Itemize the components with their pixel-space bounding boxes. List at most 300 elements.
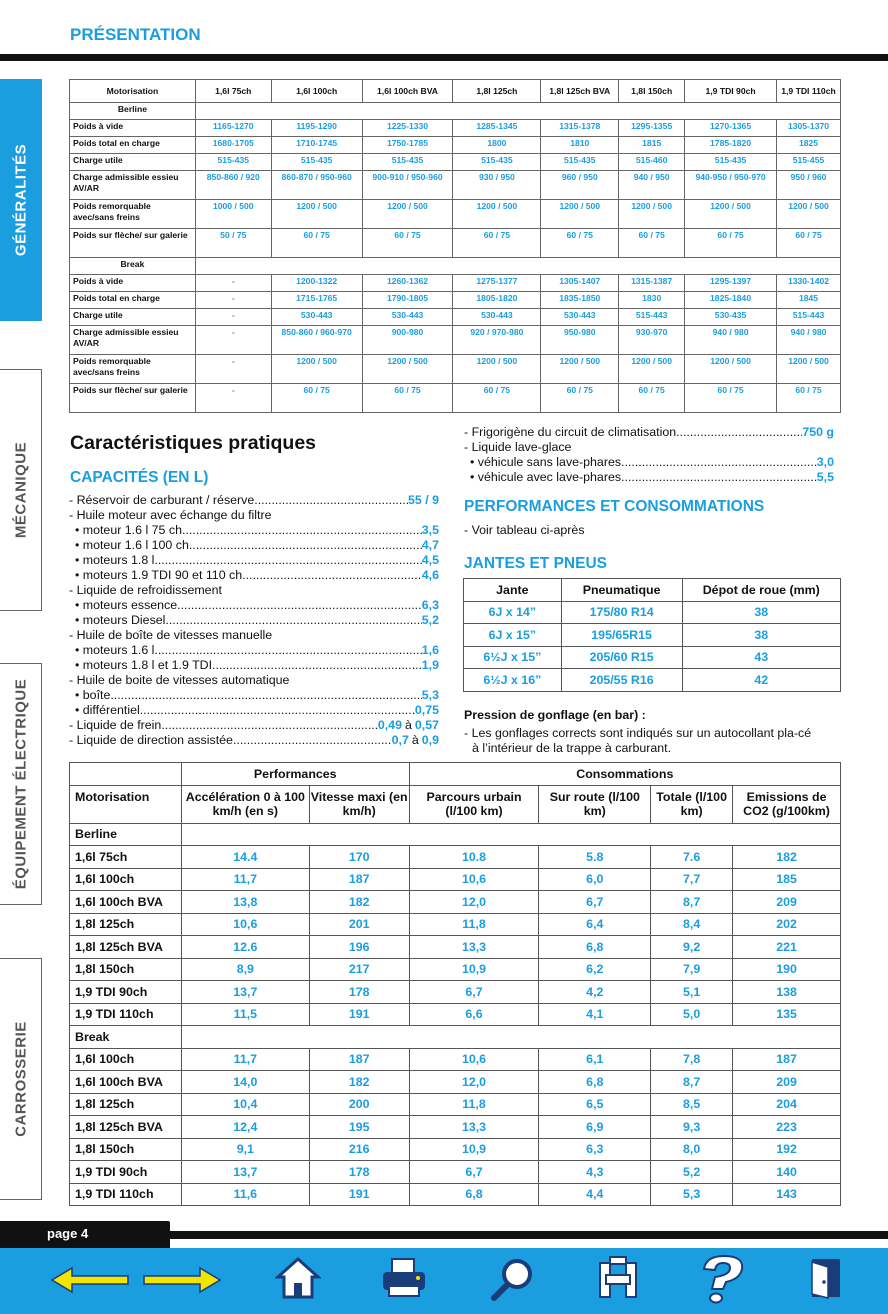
cell-value: 223: [733, 1116, 841, 1139]
cell-value: 209: [733, 1071, 841, 1094]
cell-value: 4,3: [539, 1161, 651, 1184]
cell-value: 1200-1322: [271, 275, 362, 292]
cell-value: 12,0: [409, 1071, 539, 1094]
table-row: [70, 1183, 841, 1206]
list-item: [69, 733, 439, 748]
item-value: 3,5: [421, 523, 439, 537]
cell-value: 4,1: [539, 1003, 651, 1026]
cell-value: 1200 / 500: [619, 200, 685, 229]
cell-value: 1315-1378: [541, 120, 619, 137]
cell-value: 1200 / 500: [271, 200, 362, 229]
group-filler: [195, 103, 840, 120]
capacities-list: [69, 493, 439, 748]
row-label: 1,6l 100ch: [70, 868, 182, 891]
cell-value: 7.6: [651, 846, 733, 869]
column-header: 1,8l 125ch BVA: [541, 80, 619, 103]
row-label: 1,6l 100ch BVA: [70, 1071, 182, 1094]
cell-value: 10,6: [181, 913, 309, 936]
row-label: Charge admissible essieu AV/AR: [70, 171, 196, 200]
item-value: 750 g: [802, 425, 834, 439]
cell-value: 515-443: [777, 309, 841, 326]
cell-value: -: [195, 275, 271, 292]
column-header: Totale (l/100 km): [651, 785, 733, 823]
table-row: [70, 936, 841, 959]
table-row: [70, 1003, 841, 1026]
cell-value: 1200 / 500: [777, 355, 841, 384]
cell-value: 1805-1820: [453, 292, 541, 309]
cell-value: 11,8: [409, 913, 539, 936]
cell-value: 530-443: [541, 309, 619, 326]
cell-value: 195: [309, 1116, 409, 1139]
cell-value: 10.8: [409, 846, 539, 869]
item-label: - Frigorigène du circuit de climatisation: [464, 425, 677, 439]
table-row: [464, 646, 841, 669]
page-tab: [0, 1221, 170, 1248]
cell-value: 6,7: [539, 891, 651, 914]
cell-value: 202: [733, 913, 841, 936]
row-label: 1,8l 125ch BVA: [70, 936, 182, 959]
cell-value: -: [195, 292, 271, 309]
row-label: Poids remorquable avec/sans freins: [70, 355, 196, 384]
dot-leader: [242, 568, 422, 583]
dot-leader: [212, 658, 422, 673]
row-label: 1,8l 150ch: [70, 1138, 182, 1161]
row-label: 1,6l 100ch BVA: [70, 891, 182, 914]
table-row: [70, 1048, 841, 1071]
item-label: - Réservoir de carburant / réserve: [69, 493, 255, 507]
row-label: 1,9 TDI 90ch: [70, 981, 182, 1004]
cell-value: 60 / 75: [777, 229, 841, 258]
item-label: • boîte: [75, 688, 111, 702]
list-item: [69, 703, 439, 718]
cell-value: 6,7: [409, 981, 539, 1004]
cell-value: 6,6: [409, 1003, 539, 1026]
item-label: • moteur 1.6 l 100 ch: [75, 538, 189, 552]
section-title: PRÉSENTATION: [70, 25, 201, 44]
column-header: Vitesse maxi (en km/h): [309, 785, 409, 823]
group-filler: [195, 258, 840, 275]
cell-value: 920 / 970-980: [453, 326, 541, 355]
cell-value: 5,2: [651, 1161, 733, 1184]
item-label: • moteurs 1.8 l et 1.9 TDI: [75, 658, 213, 672]
item-value: 1,9: [421, 658, 439, 672]
cell-value: 515-460: [619, 154, 685, 171]
help-icon[interactable]: [690, 1253, 752, 1305]
cell-value: 1200 / 500: [777, 200, 841, 229]
list-item: [69, 628, 439, 643]
list-item: [69, 493, 439, 508]
cell-value: 1785-1820: [685, 137, 777, 154]
cell-value: 1285-1345: [453, 120, 541, 137]
cell-value: 1750-1785: [362, 137, 453, 154]
cell-value: 178: [309, 1161, 409, 1184]
item-value: 0,9: [421, 733, 439, 747]
group-label: Break: [70, 1026, 182, 1049]
cell-value: 196: [309, 936, 409, 959]
cell-value: 182: [733, 846, 841, 869]
cell-value: 221: [733, 936, 841, 959]
table-row: [70, 1116, 841, 1139]
item-label: - Liquide de frein: [69, 718, 162, 732]
cell-value: 182: [309, 891, 409, 914]
list-item: [69, 613, 439, 628]
item-value: 4,6: [421, 568, 439, 582]
cell-value: 1200 / 500: [685, 200, 777, 229]
table-row: [70, 355, 841, 384]
column-header: Accélération 0 à 100 km/h (en s): [181, 785, 309, 823]
row-label: Charge utile: [70, 154, 196, 171]
table-row: [70, 891, 841, 914]
table-row: [464, 601, 841, 624]
cell-value: 60 / 75: [685, 229, 777, 258]
column-header: Dépot de roue (mm): [682, 579, 840, 602]
cell-value: 4,4: [539, 1183, 651, 1206]
cell-value: 13,3: [409, 1116, 539, 1139]
cell-value: 6,5: [539, 1093, 651, 1116]
home-icon[interactable]: [275, 1255, 321, 1301]
row-label: Poids total en charge: [70, 292, 196, 309]
cell-value: 204: [733, 1093, 841, 1116]
table-row: [70, 171, 841, 200]
cell-value: 60 / 75: [619, 229, 685, 258]
cell-value: 175/80 R14: [561, 601, 682, 624]
cell-value: 1275-1377: [453, 275, 541, 292]
cell-value: 8,5: [651, 1093, 733, 1116]
sidebar-tab-mecanique[interactable]: [0, 369, 42, 611]
cell-value: 12,0: [409, 891, 539, 914]
cell-value: 192: [733, 1138, 841, 1161]
group-row: [70, 1026, 841, 1049]
cell-value: 850-860 / 960-970: [271, 326, 362, 355]
cell-value: 515-443: [619, 309, 685, 326]
cell-value: 1200 / 500: [362, 200, 453, 229]
cell-value: 515-435: [685, 154, 777, 171]
cell-value: 515-435: [195, 154, 271, 171]
cell-value: 185: [733, 868, 841, 891]
sidebar-tab-carrosserie[interactable]: [0, 958, 42, 1200]
cell-value: 6J x 14”: [464, 601, 562, 624]
row-label: 1,9 TDI 90ch: [70, 1161, 182, 1184]
cell-value: -: [195, 384, 271, 413]
cell-value: 1195-1290: [271, 120, 362, 137]
cell-value: 217: [309, 958, 409, 981]
cell-value: 900-910 / 950-960: [362, 171, 453, 200]
column-header: Motorisation: [70, 785, 182, 823]
wheels-title: JANTES ET PNEUS: [464, 555, 607, 572]
table-row: [70, 292, 841, 309]
sidebar-tab-generalites[interactable]: [0, 79, 42, 321]
table-row: [70, 913, 841, 936]
cell-value: 1845: [777, 292, 841, 309]
cell-value: 950 / 960: [777, 171, 841, 200]
table-row: [70, 137, 841, 154]
group-filler: [181, 823, 840, 846]
item-value: 4,5: [421, 553, 439, 567]
group-row: [70, 258, 841, 275]
cell-value: 13,8: [181, 891, 309, 914]
cell-value: 13,3: [409, 936, 539, 959]
cell-value: 14.4: [181, 846, 309, 869]
item-value: 4,7: [421, 538, 439, 552]
cell-value: 178: [309, 981, 409, 1004]
cell-value: 1710-1745: [271, 137, 362, 154]
cell-value: 1835-1850: [541, 292, 619, 309]
dot-leader: [621, 470, 817, 485]
performance-title: PERFORMANCES ET CONSOMMATIONS: [464, 498, 765, 515]
cell-value: 6,2: [539, 958, 651, 981]
item-value: 0,75: [414, 703, 439, 717]
cell-value: 13,7: [181, 1161, 309, 1184]
cell-value: 60 / 75: [362, 384, 453, 413]
sidebar-tab-label: GÉNÉRALITÉS: [12, 143, 29, 257]
dot-leader: [165, 613, 421, 628]
cell-value: 12,4: [181, 1116, 309, 1139]
row-label: Poids sur flèche/ sur galerie: [70, 384, 196, 413]
list-item: [69, 598, 439, 613]
table-row: [70, 275, 841, 292]
dot-leader: [621, 455, 817, 470]
cell-value: 1815: [619, 137, 685, 154]
cell-value: 950-980: [541, 326, 619, 355]
list-item: [69, 718, 439, 733]
cell-value: 1790-1805: [362, 292, 453, 309]
table-row: [70, 229, 841, 258]
cell-value: 1680-1705: [195, 137, 271, 154]
item-value: 55 / 9: [407, 493, 439, 507]
cell-value: 10,9: [409, 1138, 539, 1161]
list-item: [69, 568, 439, 583]
table-row: [70, 1161, 841, 1184]
cell-value: 10,6: [409, 1048, 539, 1071]
cell-value: 1825-1840: [685, 292, 777, 309]
cell-value: 1295-1397: [685, 275, 777, 292]
arrow-right-icon[interactable]: [142, 1265, 222, 1295]
dot-leader: [140, 703, 415, 718]
table-row: [70, 326, 841, 355]
cell-value: 5,1: [651, 981, 733, 1004]
sidebar-tab-label: MÉCANIQUE: [12, 441, 29, 539]
cell-value: 38: [682, 624, 840, 647]
list-item: [69, 658, 439, 673]
pressure-title: Pression de gonflage (en bar) :: [464, 708, 646, 722]
cell-value: 191: [309, 1003, 409, 1026]
cell-value: -: [195, 309, 271, 326]
cell-value: 6,7: [409, 1161, 539, 1184]
item-value: 1,6: [421, 643, 439, 657]
table-row: [70, 981, 841, 1004]
cell-value: 8,4: [651, 913, 733, 936]
cell-value: 60 / 75: [777, 384, 841, 413]
item-label: • moteurs 1.6 l: [75, 643, 155, 657]
cell-value: 187: [309, 868, 409, 891]
cell-value: 11,6: [181, 1183, 309, 1206]
table-row: [70, 1138, 841, 1161]
cell-value: 530-443: [453, 309, 541, 326]
cell-value: 515-435: [271, 154, 362, 171]
list-item: [69, 643, 439, 658]
cell-value: 191: [309, 1183, 409, 1206]
cell-value: 182: [309, 1071, 409, 1094]
cell-value: 1715-1765: [271, 292, 362, 309]
dot-leader: [182, 523, 422, 538]
cell-value: 60 / 75: [541, 229, 619, 258]
cell-value: 60 / 75: [362, 229, 453, 258]
dot-leader: [177, 598, 422, 613]
row-label: 1,9 TDI 110ch: [70, 1003, 182, 1026]
row-label: Poids remorquable avec/sans freins: [70, 200, 196, 229]
cell-value: 5.8: [539, 846, 651, 869]
cell-value: 900-980: [362, 326, 453, 355]
print-icon[interactable]: [380, 1256, 428, 1300]
cell-value: 8,7: [651, 891, 733, 914]
cell-value: 960 / 950: [541, 171, 619, 200]
dot-leader: [189, 538, 422, 553]
performance-note: - Voir tableau ci-après: [464, 523, 585, 537]
item-label: - Liquide de refroidissement: [69, 583, 222, 597]
column-header: 1,6l 100ch: [271, 80, 362, 103]
exit-icon[interactable]: [806, 1256, 846, 1300]
cell-value: 11,5: [181, 1003, 309, 1026]
cell-value: 940 / 980: [777, 326, 841, 355]
row-label: 1,9 TDI 110ch: [70, 1183, 182, 1206]
cell-value: 1200 / 500: [453, 200, 541, 229]
cell-value: 60 / 75: [619, 384, 685, 413]
cell-value: 6,4: [539, 913, 651, 936]
pressure-text-1: - Les gonflages corrects sont indiqués sur un autocollant pla-cé: [464, 726, 812, 740]
item-value: 5,2: [421, 613, 439, 627]
table-row: [70, 309, 841, 326]
cell-value: 1200 / 500: [362, 355, 453, 384]
capacities-title: CAPACITÉS (EN L): [70, 469, 209, 486]
cell-value: 6,1: [539, 1048, 651, 1071]
column-header: Jante: [464, 579, 562, 602]
item-label: • différentiel: [75, 703, 140, 717]
item-value: 0,7: [391, 733, 409, 747]
column-header: 1,8l 125ch: [453, 80, 541, 103]
item-label: • véhicule sans lave-phares: [470, 455, 622, 469]
cell-value: 60 / 75: [541, 384, 619, 413]
cell-value: 6½J x 16”: [464, 669, 562, 692]
column-header: 1,9 TDI 110ch: [777, 80, 841, 103]
cell-value: 6,8: [539, 1071, 651, 1094]
cell-value: 6,3: [539, 1138, 651, 1161]
list-item: [69, 673, 439, 688]
cell-value: 60 / 75: [453, 229, 541, 258]
group-label: Break: [70, 258, 196, 275]
item-connector: à: [411, 733, 419, 747]
column-header: Emissions de CO2 (g/100km): [733, 785, 841, 823]
item-value: 3,0: [816, 455, 834, 469]
item-label: • moteurs 1.8 l: [75, 553, 155, 567]
fluids-list: [464, 425, 834, 485]
cell-value: 38: [682, 601, 840, 624]
list-item: [69, 688, 439, 703]
row-label: 1,6l 100ch: [70, 1048, 182, 1071]
item-value: 0,49: [377, 718, 402, 732]
dot-leader: [154, 643, 421, 658]
cell-value: 5,3: [651, 1183, 733, 1206]
list-item: [464, 440, 834, 455]
cell-value: 50 / 75: [195, 229, 271, 258]
cell-value: 930-970: [619, 326, 685, 355]
item-label: - Huile moteur avec échange du filtre: [69, 508, 272, 522]
cell-value: -: [195, 355, 271, 384]
column-header: 1,8l 150ch: [619, 80, 685, 103]
list-item: [464, 425, 834, 440]
cell-value: 135: [733, 1003, 841, 1026]
cell-value: 1330-1402: [777, 275, 841, 292]
table-row: [70, 1071, 841, 1094]
cell-value: 530-435: [685, 309, 777, 326]
cell-value: 14,0: [181, 1071, 309, 1094]
cell-value: 1225-1330: [362, 120, 453, 137]
cell-value: 43: [682, 646, 840, 669]
row-label: 1,8l 125ch BVA: [70, 1116, 182, 1139]
item-label: - Huile de boîte de vitesses manuelle: [69, 628, 273, 642]
cell-value: 4,2: [539, 981, 651, 1004]
list-item: [69, 523, 439, 538]
table-row: [70, 846, 841, 869]
sidebar-tab-equipement-electrique[interactable]: [0, 663, 42, 905]
list-item: [69, 538, 439, 553]
cell-value: 201: [309, 913, 409, 936]
cell-value: 8,7: [651, 1071, 733, 1094]
row-label: Charge utile: [70, 309, 196, 326]
cell-value: 1305-1370: [777, 120, 841, 137]
practical-title: Caractéristiques pratiques: [70, 432, 317, 454]
performance-table: [69, 762, 841, 1206]
column-header: 1,9 TDI 90ch: [685, 80, 777, 103]
cell-value: 9,1: [181, 1138, 309, 1161]
cell-value: 515-435: [453, 154, 541, 171]
cell-value: 860-870 / 950-960: [271, 171, 362, 200]
cell-value: 1260-1362: [362, 275, 453, 292]
cell-value: 10,4: [181, 1093, 309, 1116]
sidebar-tab-label: ÉQUIPEMENT ÉLECTRIQUE: [12, 678, 29, 890]
item-value: 6,3: [421, 598, 439, 612]
weights-table: [69, 79, 841, 413]
cell-value: 9,2: [651, 936, 733, 959]
cell-value: 11,7: [181, 1048, 309, 1071]
cell-value: 7,9: [651, 958, 733, 981]
cell-value: 1830: [619, 292, 685, 309]
cell-value: 5,0: [651, 1003, 733, 1026]
row-label: Poids total en charge: [70, 137, 196, 154]
arrow-left-icon[interactable]: [50, 1265, 130, 1295]
cell-value: 1165-1270: [195, 120, 271, 137]
cell-value: 187: [309, 1048, 409, 1071]
cell-value: 187: [733, 1048, 841, 1071]
dot-leader: [110, 688, 421, 703]
cell-value: 6½J x 15”: [464, 646, 562, 669]
index-icon[interactable]: [596, 1255, 640, 1301]
group-filler: [181, 1026, 840, 1049]
row-label: Charge admissible essieu AV/AR: [70, 326, 196, 355]
search-icon[interactable]: [490, 1256, 536, 1302]
group-label: Berline: [70, 823, 182, 846]
cell-value: 515-455: [777, 154, 841, 171]
cell-value: 60 / 75: [685, 384, 777, 413]
row-label: 1,6l 75ch: [70, 846, 182, 869]
cell-value: 1825: [777, 137, 841, 154]
cell-value: 1270-1365: [685, 120, 777, 137]
table-row: [70, 120, 841, 137]
cell-value: 9,3: [651, 1116, 733, 1139]
table-row: [464, 669, 841, 692]
cell-value: 7,7: [651, 868, 733, 891]
cell-value: 170: [309, 846, 409, 869]
cell-value: 6J x 15”: [464, 624, 562, 647]
